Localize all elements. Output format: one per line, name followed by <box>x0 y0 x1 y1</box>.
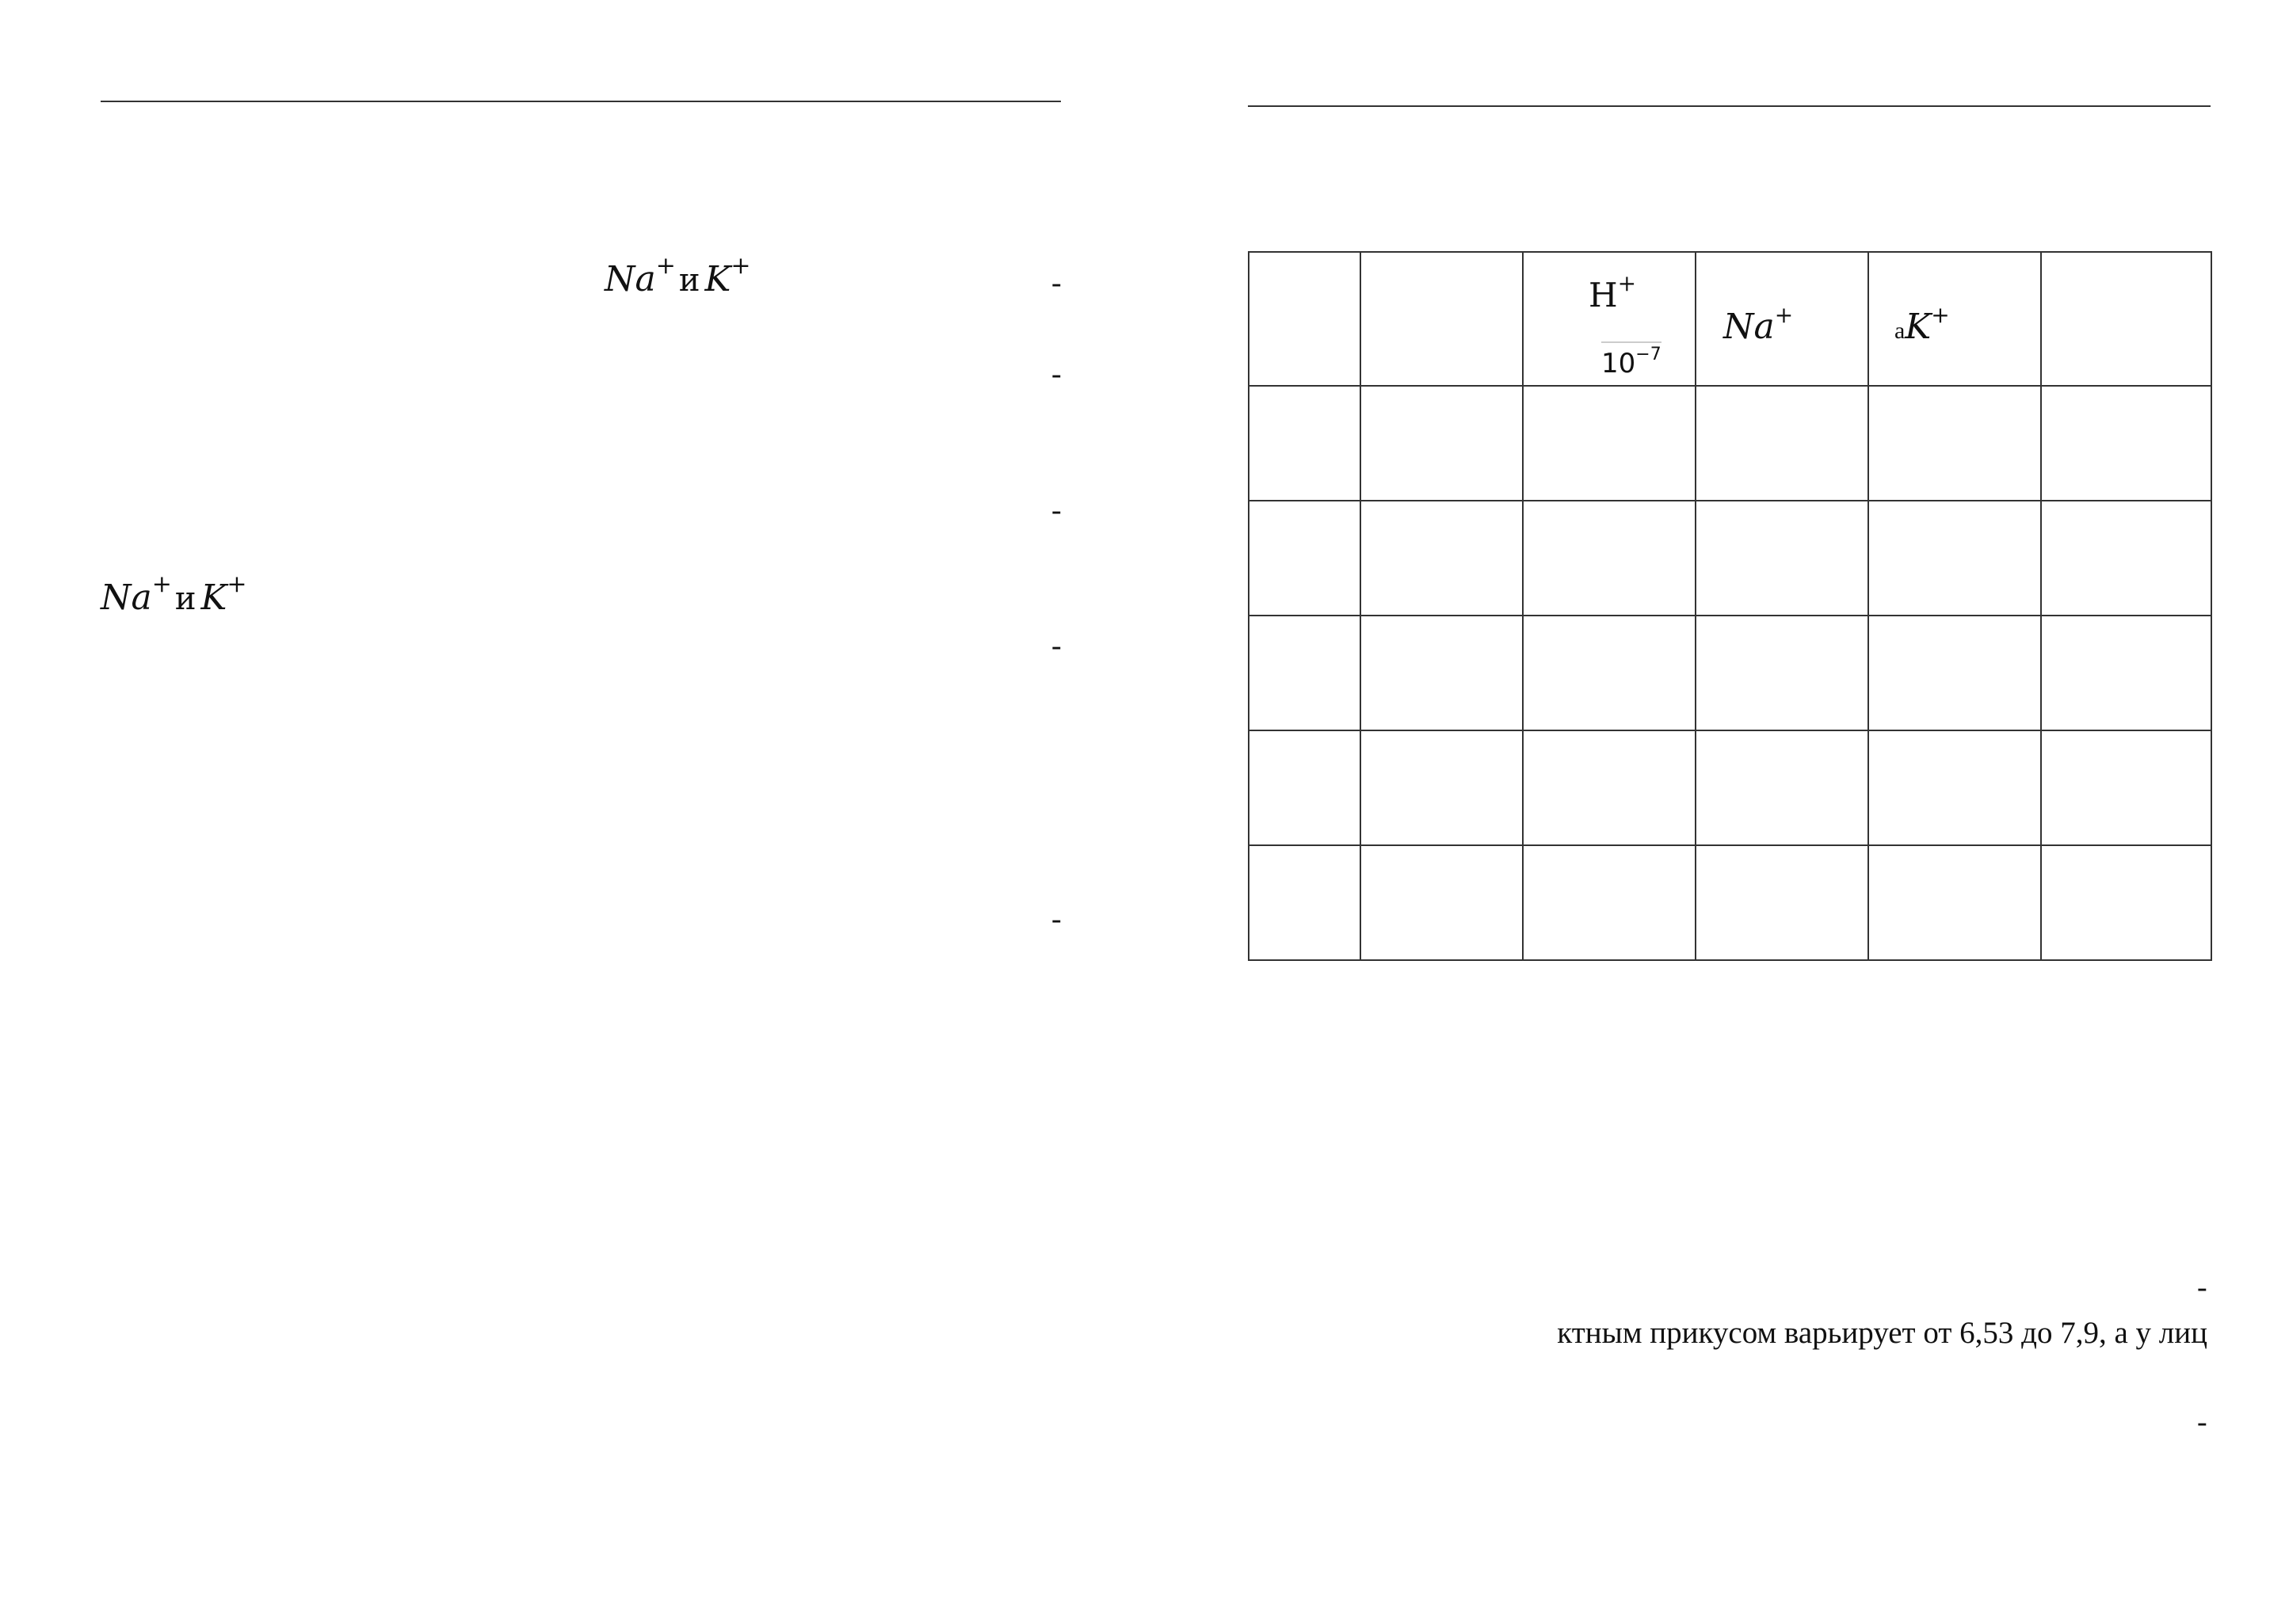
table-header-cell-na: Na+ <box>1696 252 1868 386</box>
table-cell <box>1249 845 1360 960</box>
table-row <box>1249 730 2211 845</box>
table-cell <box>1868 386 2041 501</box>
table-cell <box>1360 501 1523 616</box>
table-cell <box>1696 845 1868 960</box>
table-row <box>1249 386 2211 501</box>
table-cell <box>1249 616 1360 730</box>
table-header-cell <box>1249 252 1360 386</box>
line-end-dash: - <box>1051 629 1062 662</box>
table-cell <box>1523 501 1696 616</box>
ion-concentration-table <box>1248 251 2212 961</box>
line-end-dash: - <box>1051 266 1062 299</box>
table-cell <box>1696 386 1868 501</box>
formula-na-k-left: Na+ и K+ <box>101 570 247 618</box>
table-cell <box>2041 845 2211 960</box>
line-end-dash: - <box>1051 357 1062 391</box>
table-cell <box>1249 501 1360 616</box>
table-row <box>1249 501 2211 616</box>
table-cell <box>1696 616 1868 730</box>
body-text-line: ктным прикусом варьирует от 6,53 до 7,9, а у лиц <box>1557 1316 2207 1350</box>
table-header-cell-h: H+ $10^{-7}$ <box>1523 252 1696 386</box>
formula-na-k-top: Na+ и K+ <box>605 252 751 299</box>
right-page-top-rule <box>1248 105 2211 107</box>
table-cell <box>1249 730 1360 845</box>
table-cell <box>1696 501 1868 616</box>
table-cell <box>1360 616 1523 730</box>
table-cell <box>2041 730 2211 845</box>
table-cell <box>2041 501 2211 616</box>
table-header-cell-k: aK+ <box>1868 252 2041 386</box>
table-cell <box>1523 845 1696 960</box>
table-cell <box>1523 386 1696 501</box>
table-cell <box>1868 501 2041 616</box>
line-end-dash: - <box>1051 494 1062 527</box>
table-row <box>1249 845 2211 960</box>
table-cell <box>1360 386 1523 501</box>
table-cell <box>1360 730 1523 845</box>
table-cell <box>1523 730 1696 845</box>
table-cell <box>1868 730 2041 845</box>
table-cell <box>1868 845 2041 960</box>
line-end-dash: - <box>2197 1405 2207 1439</box>
left-page-top-rule <box>101 101 1061 102</box>
table-header-row <box>1249 252 2211 386</box>
line-end-dash: - <box>1051 902 1062 936</box>
table-cell <box>1360 845 1523 960</box>
table-cell <box>2041 386 2211 501</box>
table-cell <box>2041 616 2211 730</box>
table-cell <box>1696 730 1868 845</box>
table-header-cell <box>1360 252 1523 386</box>
table-cell <box>1868 616 2041 730</box>
table-row <box>1249 616 2211 730</box>
table-header-cell <box>2041 252 2211 386</box>
table-cell <box>1249 386 1360 501</box>
line-end-dash: - <box>2197 1271 2207 1304</box>
table-cell <box>1523 616 1696 730</box>
